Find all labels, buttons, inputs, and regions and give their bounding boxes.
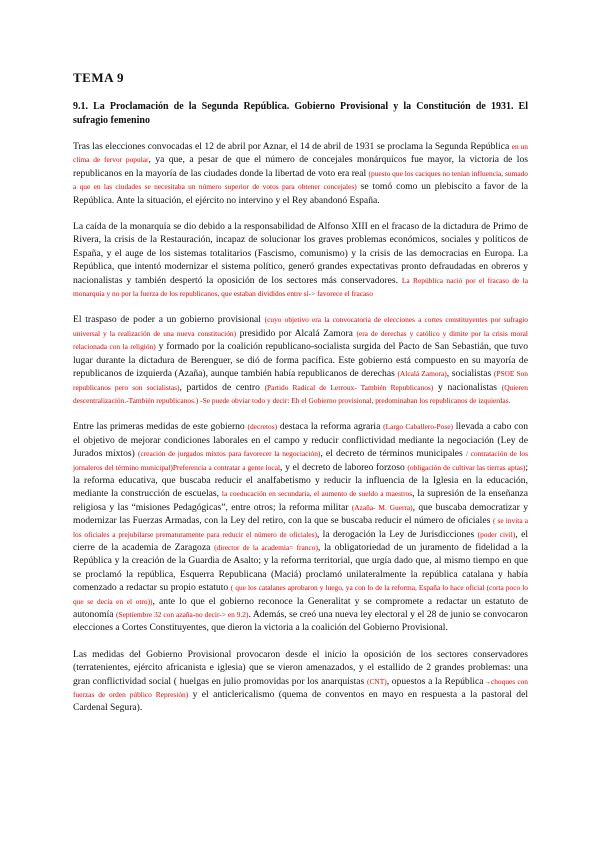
body-text: , ya que, a pesar de que el número de concejales monárquicos fue mayor, la victoria de los republicanos en la mayoría de las ciudades donde la libertad de voto era real <box>73 154 528 179</box>
annotation-note: (Quieren descentralización.-También republicanos.) -Se puede obviar todo y decir: Eh el Gobierno provisional, predominaban los republicanos de izquierdas. <box>73 382 528 405</box>
body-text: , ante lo que el gobierno reconoce la Generalitat y se compromete a redactar un estatuto de autonomía <box>73 595 529 620</box>
annotation-note: (cuyo objetivo era la convocatoria de elecciones a cortes constituyentes por sufragio universal y la realización de una nueva constitución) <box>73 315 528 338</box>
annotation-note: (PSOE Son republicanos pero son socialistas) <box>73 369 528 392</box>
body-text: , el cierre de la academia de Zaragoza <box>73 528 528 553</box>
annotation-note: (Azaña- M. Guerra) <box>351 502 413 512</box>
annotation-note: la coeducación en secundaria, el aumento de sueldo a maestros <box>221 489 413 499</box>
annotation-note: (Largo Caballero-Pose) <box>383 422 453 432</box>
body-text: Las medidas del Gobierno Provisional provocaron desde el inicio la oposición de los sectores conservadores (terratenientes, ejército africanista e iglesia) que se vieron amenazados, y el estallido de 2 grandes problemas: una gran conflictividad social ( huelgas en julio promovidas por los anarquistas <box>73 648 528 687</box>
section-subtitle: 9.1. La Proclamación de la Segunda República. Gobierno Provisional y la Constitución de 1931. El sufragio femenino <box>73 101 528 126</box>
annotation-note: La República nació por el fracaso de la monarquía y no por la fuerza de los republicanos, que estaban divididos entre sí-> favorece el fracaso <box>73 275 529 299</box>
paragraph <box>73 420 528 635</box>
body-text: se tomó como un plebiscito a favor de la República. Ante la situación, el ejército no intervino y el Rey abandonó España. <box>73 181 528 206</box>
annotation-note: (CNT) <box>366 676 387 686</box>
body-text: El traspaso de poder a un gobierno provisional <box>73 314 265 326</box>
body-text: Tras las elecciones convocadas el 12 de abril por Aznar, el 14 de abril de 1931 se proclama la Segunda República <box>73 141 512 152</box>
body-text: , que buscaba democratizar y modernizar las Fuerzas Armadas, con la Ley del retiro, con la que se buscaba reducir el número de oficiales <box>73 501 529 527</box>
body-text: ; la reforma educativa, que buscaba reducir el analfabetismo y reducir la influencia de la Iglesia en la educación, mediante la construcción de escuelas, <box>73 461 528 500</box>
body-text: , partidos de centro <box>179 381 265 393</box>
annotation-note: (creación de jurgados mixtos para favorecer la negociación) <box>137 449 321 459</box>
body-text: , y el decreto de laboreo forzoso <box>280 461 408 473</box>
document-page <box>73 70 528 728</box>
body-text: Entre las primeras medidas de este gobierno <box>73 421 248 433</box>
paragraph <box>73 220 528 300</box>
body-text: y formado por la coalición republicano-socialista surgida del Pacto de San Sebastián, que tuvo lugar durante la dictadura de Berenguer, se dió de forma pacífica. Este gobierno está compuesto en su mayoría de republicanos de izquierda (Azaña), aunque también había republicanos de derechas <box>73 341 528 380</box>
annotation-note: (Septiembre 32 con azaña-no decir-> en 9.2) <box>116 610 249 619</box>
body-text: y el anticlericalismo (quema de conventos en mayo en respuesta a la pastoral del Cardenal Segura). <box>73 689 528 714</box>
annotation-note: (obligación de cultivar las tierras aptas) <box>407 462 526 472</box>
body-text: destaca la reforma agraria <box>277 421 384 433</box>
annotation-note: ( que los catalanes aprobaron y luego, ya con lo de la reforma, España lo hace oficial (corta poco lo que se decía en el otro)) <box>73 583 528 606</box>
annotation-note: (Alcalá Zamora) <box>397 369 447 379</box>
paragraph <box>73 140 528 207</box>
body-text: La caída de la monarquía se dio debido a la responsabilidad de Alfonso XIII en el fracaso de la dictadura de Primo de Rivera, la crisis de la Restauración, incapaz de solucionar los graves problemas económicos, sociales y políticos de España, y el auge de los sistemas totalitarios (Fascismo, comunismo) y la crisis de las democracias en Europa. La República, que intentó modernizar el sistema político, generó grandes expectativas pronto defraudadas en obreros y nacionalistas y también despertó la oposición de los sectores más conservadores. <box>73 221 528 286</box>
document-title: TEMA 9 <box>73 70 125 85</box>
annotation-note: (poder civil) <box>477 529 516 539</box>
body-text: , el decreto de términos municipales <box>320 448 466 460</box>
annotation-note: / contratación de los jornaleros del término municipal)Preferencia a contratar a gente local <box>73 449 528 472</box>
body-text: , opuestos a la República <box>386 675 484 687</box>
body-text: llevada a cabo con el objetivo de mejorar condiciones laborales en el campo y reducir conflictividad mediante la negociación (Ley de Jurados mixtos) <box>73 421 528 460</box>
body-text: , la supresión de la enseñanza religiosa y las “misiones Pedagógicas”, entre otros; la reforma militar <box>73 488 529 513</box>
annotation-note: (director de la academia= franco) <box>214 542 318 552</box>
body-text: presidido por Alcalá Zamora <box>236 327 357 339</box>
annotation-note: en un clima de fervor popular <box>73 142 529 165</box>
annotation-note: (Partido Radical de Lerroux- También Republicanos) <box>264 382 434 392</box>
annotation-note: →choques con fuerzas de orden público Represión) <box>73 676 528 700</box>
body-text: , socialistas <box>446 368 494 380</box>
paragraph <box>73 313 528 407</box>
body-text: , la obligatoriedad de un juramento de fidelidad a la República y la creación de la Guardia de Asalto; y la reforma territorial, que urgía dado que, al mismo tiempo en que se proclamó la república, Esquerra Republicana (Maciá) proclamó unilateralmente la república catalana y había comenzado a redactar su propio estatuto <box>73 541 528 594</box>
annotation-note: (era de derechas y católico y dimite por la crisis moral relacionada con la religión) <box>73 328 528 352</box>
paragraph <box>73 648 528 715</box>
annotation-note: (decretos) <box>247 422 278 432</box>
annotation-note: (puesto que los caciques no tenían influencia, sumado a que en las ciudades se necesitaba un número superior de votos para obtener concejales) <box>73 168 529 192</box>
body-text: , la derogación la Ley de Jurisdicciones <box>316 528 478 540</box>
body-text: . Además, se creó una nueva ley electoral y el 28 de junio se convocaron elecciones a Cortes Constituyentes, que dieron la victoria a la coalición del Gobierno Provisional. <box>73 609 528 634</box>
annotation-note: ( se invita a los oficiales a prejubilarse prematuramente para reducir el número de oficiales) <box>73 516 528 539</box>
document-body <box>73 140 528 715</box>
body-text: y nacionalistas <box>433 381 502 393</box>
